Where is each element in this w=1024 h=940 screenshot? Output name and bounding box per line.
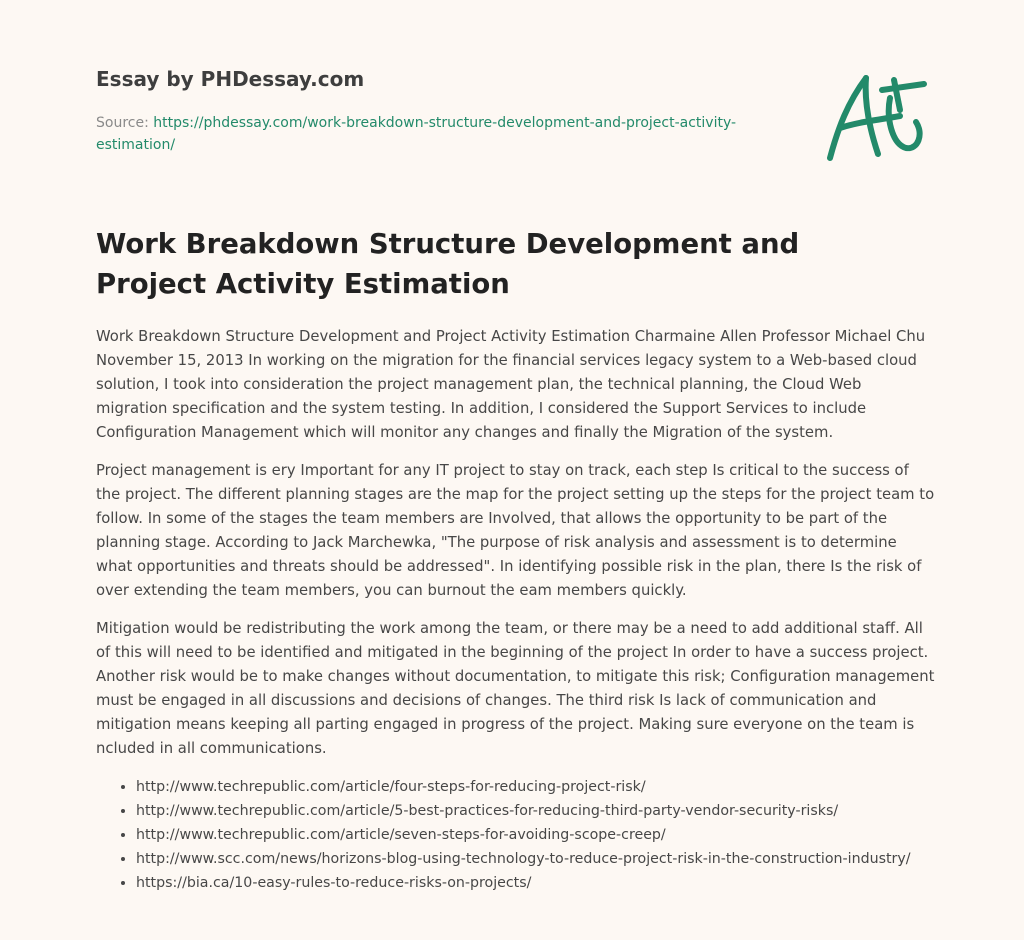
site-brand: Essay by PHDessay.com [96,67,365,91]
reference-item: • https://bia.ca/10-easy-rules-to-reduce-risks-on-projects/ [136,871,936,895]
reference-item: • http://www.techrepublic.com/article/5-best-practices-for-reducing-third-party-vendor-security-risks/ [136,799,936,823]
article-body [96,325,936,895]
source-label: Source: [96,115,154,131]
article-title: Work Breakdown Structure Development and Project Activity Estimation [96,228,800,300]
reference-item: • http://www.techrepublic.com/article/four-steps-for-reducing-project-risk/ [136,775,936,799]
paragraph: Work Breakdown Structure Development and Project Activity Estimation Charmaine Allen Professor Michael Chu November 15, 2013 In working on the migration for the financial services legacy system to a Web-based cloud solution, I took into consideration the project management plan, the technical planning, the Cloud Web migration specification and the system testing. In addition, I considered the Support Services to include Configuration Management which will monitor any changes and finally the Migration of the system. [96,328,926,441]
reference-item: • http://www.techrepublic.com/article/seven-steps-for-avoiding-scope-creep/ [136,823,936,847]
reference-list [96,775,936,895]
reference-item: • http://www.scc.com/news/horizons-blog-using-technology-to-reduce-project-risk-in-the-construction-industry/ [136,847,936,871]
paragraph: Project management is ery Important for any IT project to stay on track, each step Is critical to the success of the project. The different planning stages are the map for the project setting up the steps for the project team to follow. In some of the stages the team members are Involved, that allows the opportunity to be part of the planning stage. According to Jack Marchewka, "The purpose of risk analysis and assessment is to determine what opportunities and threats should be addressed". In identifying possible risk in the plan, there Is the risk of over extending the team members, you can burnout the eam members quickly. [96,462,935,599]
source-link[interactable]: https://phdessay.com/work-breakdown-structure-development-and-project-activity-estimation/ [96,115,737,153]
source-line [96,112,756,156]
a-plus-logo-icon [818,66,934,166]
paragraph: Mitigation would be redistributing the work among the team, or there may be a need to add additional staff. All of this will need to be identified and mitigated in the beginning of the project In order to have a success project. Another risk would be to make changes without documentation, to mitigate this risk; Configuration management must be engaged in all discussions and decisions of changes. The third risk Is lack of communication and mitigation means keeping all parting engaged in progress of the project. Making sure everyone on the team is ncluded in all communications. [96,620,935,757]
